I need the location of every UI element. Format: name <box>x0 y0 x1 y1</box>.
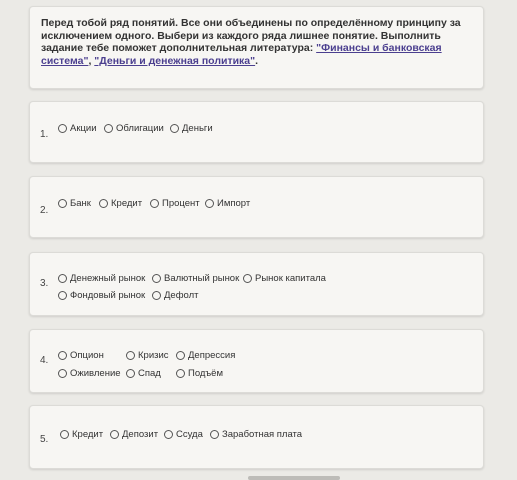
option-label: Деньги <box>182 123 213 134</box>
radio-circle-icon[interactable] <box>126 351 135 360</box>
radio-circle-icon[interactable] <box>58 124 67 133</box>
option-radio[interactable] <box>58 273 145 284</box>
option-radio[interactable] <box>58 350 104 361</box>
option-radio[interactable] <box>150 198 200 209</box>
option-radio[interactable] <box>58 368 121 379</box>
question-number: 3. <box>40 278 49 289</box>
option-label: Депрессия <box>188 350 236 361</box>
option-label: Кризис <box>138 350 169 361</box>
option-label: Кредит <box>72 429 104 440</box>
option-radio[interactable] <box>58 123 97 134</box>
radio-circle-icon[interactable] <box>164 430 173 439</box>
option-radio[interactable] <box>104 123 164 134</box>
option-radio[interactable] <box>170 123 213 134</box>
question-card-2 <box>29 176 484 238</box>
radio-circle-icon[interactable] <box>210 430 219 439</box>
option-label: Импорт <box>217 198 251 209</box>
option-radio[interactable] <box>243 273 326 284</box>
link-money-policy[interactable]: "Деньги и денежная политика" <box>94 54 256 67</box>
radio-circle-icon[interactable] <box>58 199 67 208</box>
radio-circle-icon[interactable] <box>152 291 161 300</box>
option-label: Опцион <box>70 350 104 361</box>
radio-circle-icon[interactable] <box>170 124 179 133</box>
option-label: Процент <box>162 198 200 209</box>
radio-circle-icon[interactable] <box>99 199 108 208</box>
option-label: Денежный рынок <box>70 273 146 284</box>
question-number: 5. <box>40 434 49 445</box>
radio-circle-icon[interactable] <box>110 430 119 439</box>
question-card-4 <box>29 329 484 393</box>
option-radio[interactable] <box>126 350 169 361</box>
radio-circle-icon[interactable] <box>58 291 67 300</box>
radio-circle-icon[interactable] <box>58 351 67 360</box>
option-label: Депозит <box>122 429 159 440</box>
radio-circle-icon[interactable] <box>126 369 135 378</box>
option-label: Рынок капитала <box>255 273 326 284</box>
radio-circle-icon[interactable] <box>60 430 69 439</box>
option-label: Валютный рынок <box>164 273 240 284</box>
instruction-separator: , <box>88 54 95 67</box>
option-label: Кредит <box>111 198 143 209</box>
option-radio[interactable] <box>110 429 158 440</box>
radio-circle-icon[interactable] <box>58 369 67 378</box>
option-radio[interactable] <box>176 368 223 379</box>
radio-circle-icon[interactable] <box>104 124 113 133</box>
option-label: Подъём <box>188 368 223 379</box>
scroll-indicator <box>248 476 340 480</box>
question-number: 1. <box>40 129 49 140</box>
instruction-end: . <box>255 54 259 67</box>
option-radio[interactable] <box>99 198 142 209</box>
radio-circle-icon[interactable] <box>243 274 252 283</box>
question-card-3 <box>29 252 484 316</box>
option-label: Оживление <box>70 368 121 379</box>
radio-circle-icon[interactable] <box>152 274 161 283</box>
option-radio[interactable] <box>152 290 199 301</box>
option-radio[interactable] <box>126 368 161 379</box>
question-card-1 <box>29 101 484 163</box>
option-radio[interactable] <box>58 290 145 301</box>
question-number: 4. <box>40 355 49 366</box>
option-label: Фондовый рынок <box>70 290 146 301</box>
option-radio[interactable] <box>152 273 239 284</box>
radio-circle-icon[interactable] <box>150 199 159 208</box>
option-label: Акции <box>70 123 97 134</box>
option-radio[interactable] <box>58 198 91 209</box>
option-radio[interactable] <box>164 429 203 440</box>
option-radio[interactable] <box>205 198 250 209</box>
radio-circle-icon[interactable] <box>176 351 185 360</box>
question-number: 2. <box>40 205 49 216</box>
instruction-card <box>29 6 484 89</box>
option-label: Банк <box>70 198 91 209</box>
option-label: Заработная плата <box>222 429 303 440</box>
option-radio[interactable] <box>210 429 302 440</box>
option-radio[interactable] <box>60 429 103 440</box>
question-card-5 <box>29 405 484 469</box>
radio-circle-icon[interactable] <box>205 199 214 208</box>
link-finance-banking[interactable]: "Финансы и банковская система" <box>41 42 442 67</box>
option-label: Дефолт <box>164 290 199 301</box>
radio-circle-icon[interactable] <box>176 369 185 378</box>
instruction-text: Перед тобой ряд понятий. Все они объединены по определённому принципу за исключением одного. Выбери из каждого ряда лишнее понятие. Выполнить задание тебе поможет дополнительная литература: <box>41 17 461 54</box>
option-label: Спад <box>138 368 161 379</box>
radio-circle-icon[interactable] <box>58 274 67 283</box>
option-label: Облигации <box>116 123 164 134</box>
option-radio[interactable] <box>176 350 235 361</box>
option-label: Ссуда <box>176 429 203 440</box>
